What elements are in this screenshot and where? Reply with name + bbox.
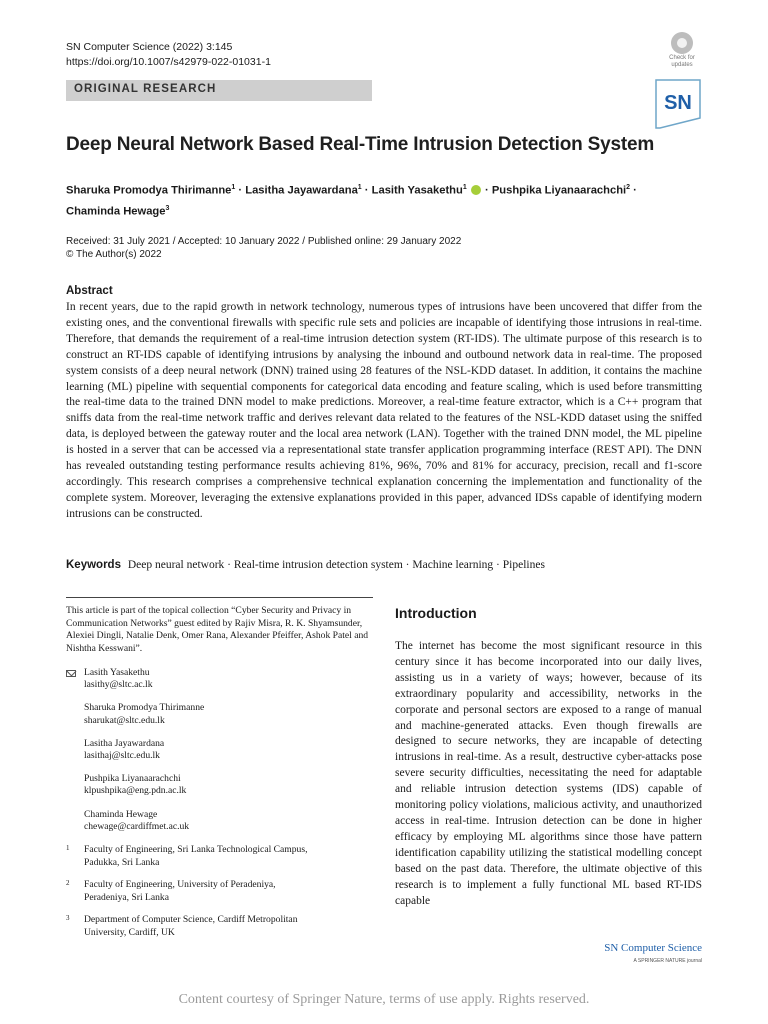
contact-email[interactable]: chewage@cardiffmet.ac.uk <box>84 820 190 832</box>
keywords <box>66 559 702 571</box>
history-dates: Received: 31 July 2021 / Accepted: 10 January 2022 / Published online: 29 January 2022 <box>66 236 462 247</box>
affiliation-number: 3 <box>66 914 70 923</box>
contact-item <box>84 809 373 833</box>
keywords-list: Deep neural network · Real-time intrusion detection system · Machine learning · Pipelines <box>127 559 545 571</box>
affiliation-list <box>66 844 373 939</box>
affiliation-marker: 1 <box>357 184 362 191</box>
check-for-updates-badge[interactable] <box>660 32 704 68</box>
springer-nature-mark: A SPRINGER NATURE journal <box>633 958 702 964</box>
journal-citation: SN Computer Science (2022) 3:145 <box>66 41 233 53</box>
affiliation-line: Peradeniya, Sri Lanka <box>84 891 169 903</box>
author-list: Sharuka Promodya Thirimanne$^1$ · Lasitha Jayawardana$^1$ · Lasith Yasakethu$^1$ · Pushpika Liyanaarachchi$^2$ · Chaminda Hewage$^3$ <box>66 184 637 218</box>
contact-name: Chaminda Hewage <box>84 808 158 820</box>
affiliation-item <box>66 879 373 904</box>
introduction-text: The internet has become the most significant resource in this century since it has become incorporated into our daily lives, assisting us in a variety of ways; however, because of its extraordinary popularity and accessibility, networks in the corporate and personal sectors are exposed to a range of manual and machine-generated attacks. Even though firewalls are designed to secure networks, they are incapable of detecting intrusions in real-time. As a result, destructive cyber-attacks pose severe security difficulties, necessitating the need for adaptable and reliable intrusion detection systems (IDS) capable of monitoring policy violations, malicious activity, and unauthorized access in real-time. Intrusion detection can be done in higher efficacy by employing ML algorithms since those have pattern identification capability utilizing the statistical modelling concept based on the past data. Therefore, the ultimate objective of this research is to implement a fully functional ML based RT-IDS capable <box>395 640 702 907</box>
author-name[interactable]: Lasitha Jayawardana <box>245 184 358 197</box>
contact-name: Lasitha Jayawardana <box>84 737 165 749</box>
topical-collection-note: This article is part of the topical collection “Cyber Security and Privacy in Communication Networks” guest edited by Rajiv Misra, R. K. Shyamsunder, Alexiei Dingli, Natalie Denk, Omer Rana, Alexander Pfeiffer, Ashok Patel and Nishtha Kesswani”. <box>66 605 369 654</box>
contact-item <box>84 702 373 726</box>
check-updates-line1: Check for <box>669 55 695 61</box>
affiliation-item <box>66 844 373 869</box>
affiliation-marker: 1 <box>231 184 236 191</box>
contact-list <box>66 667 373 833</box>
affiliation-marker: 2 <box>626 184 631 191</box>
contact-email[interactable]: sharukat@sltc.edu.lk <box>84 714 165 726</box>
affiliation-marker: 1 <box>462 184 467 191</box>
footer-journal-name[interactable]: SN Computer Science <box>604 942 702 954</box>
contact-email[interactable]: klpushpika@eng.pdn.ac.lk <box>84 785 187 797</box>
abstract-text: In recent years, due to the rapid growth in network technology, numerous types of intrusions have been uncovered that differ from the existing ones, and the conventional firewalls with specific rule sets and policies are incapable of identifying those intrusions in real-time. Therefore, that demands the requirement of a real-time intrusion detection system (RT-IDS). The ultimate purpose of this research is to construct an RT-IDS capable of identifying intrusions by analysing the inbound and outbound network data in real-time. The proposed system consists of a deep neural network (DNN) trained using 28 features of the NSL-KDD dataset. In addition, it contains the machine learning (ML) pipeline with sequential components for categorical data encoding and feature scaling, which is used before transmitting the real-time data to the trained DNN model to make predictions. Moreover, a real-time feature extractor, which is a C++ program that sniffs data from the real-time network traffic and derives relevant data related to the features of the NSL-KDD dataset using the sniffed data, is deployed between the gateway router and the local area network (LAN). Together with the trained DNN model, the ML pipeline is hosted in a server that can be accessed via a representational state transfer application programming interface (REST API). The DNN has revealed outstanding testing performance results achieving 81%, 96%, 70% and 81% for accuracy, precision, recall and f1-score accordingly. This research comprises a comprehensive technical explanation concerning the implementation and functionality of the complete system. Moreover, leveraging the extensive explanations provided in this paper, advanced IDSs capable of identifying modern intrusions can be constructed. <box>66 301 702 520</box>
contact-email[interactable]: lasithaj@sltc.edu.lk <box>84 750 160 762</box>
affiliation-number: 2 <box>66 879 70 888</box>
check-updates-line2: updates <box>671 61 693 68</box>
author-name[interactable]: Chaminda Hewage <box>66 205 166 218</box>
contact-name: Sharuka Promodya Thirimanne <box>84 702 205 714</box>
section-label-band <box>66 80 372 101</box>
sn-journal-logo <box>654 78 702 130</box>
sn-logo-text: SN <box>664 92 692 114</box>
author-name[interactable]: Sharuka Promodya Thirimanne <box>66 184 232 197</box>
affiliation-line: Department of Computer Science, Cardiff Metropolitan <box>84 914 298 926</box>
envelope-icon <box>66 670 76 677</box>
affiliation-line: University, Cardiff, UK <box>84 926 175 938</box>
affiliation-number: 1 <box>66 844 70 853</box>
copyright-line: © The Author(s) 2022 <box>66 249 162 260</box>
contact-item <box>84 738 373 762</box>
affiliation-line: Faculty of Engineering, University of Peradeniya, <box>84 879 276 891</box>
affiliation-marker: 3 <box>165 204 170 212</box>
contact-item <box>84 667 373 691</box>
affiliation-line: Padukka, Sri Lanka <box>84 856 160 868</box>
affiliation-item <box>66 914 373 939</box>
author-name[interactable]: Lasith Yasakethu <box>371 184 463 197</box>
contact-email[interactable]: lasithy@sltc.ac.lk <box>84 679 153 691</box>
footnote-divider <box>66 597 373 598</box>
section-label: ORIGINAL RESEARCH <box>74 83 217 95</box>
publication-dates <box>66 235 461 261</box>
author-name[interactable]: Pushpika Liyanaarachchi <box>491 184 627 197</box>
courtesy-notice: Content courtesy of Springer Nature, terms of use apply. Rights reserved. <box>178 992 590 1007</box>
left-column-notes <box>66 597 373 949</box>
orcid-icon[interactable] <box>471 185 481 195</box>
crossmark-icon <box>671 32 693 54</box>
contact-item <box>84 773 373 797</box>
keywords-label: Keywords <box>66 559 121 571</box>
doi-link[interactable]: https://doi.org/10.1007/s42979-022-01031-1 <box>66 56 271 68</box>
affiliation-line: Faculty of Engineering, Sri Lanka Technological Campus, <box>84 844 308 856</box>
journal-reference <box>66 40 271 70</box>
abstract-heading: Abstract <box>66 285 113 297</box>
article-title: Deep Neural Network Based Real-Time Intrusion Detection System <box>66 134 655 155</box>
introduction-heading: Introduction <box>395 605 477 621</box>
contact-name: Pushpika Liyanaarachchi <box>84 773 181 785</box>
contact-name: Lasith Yasakethu <box>84 667 150 678</box>
